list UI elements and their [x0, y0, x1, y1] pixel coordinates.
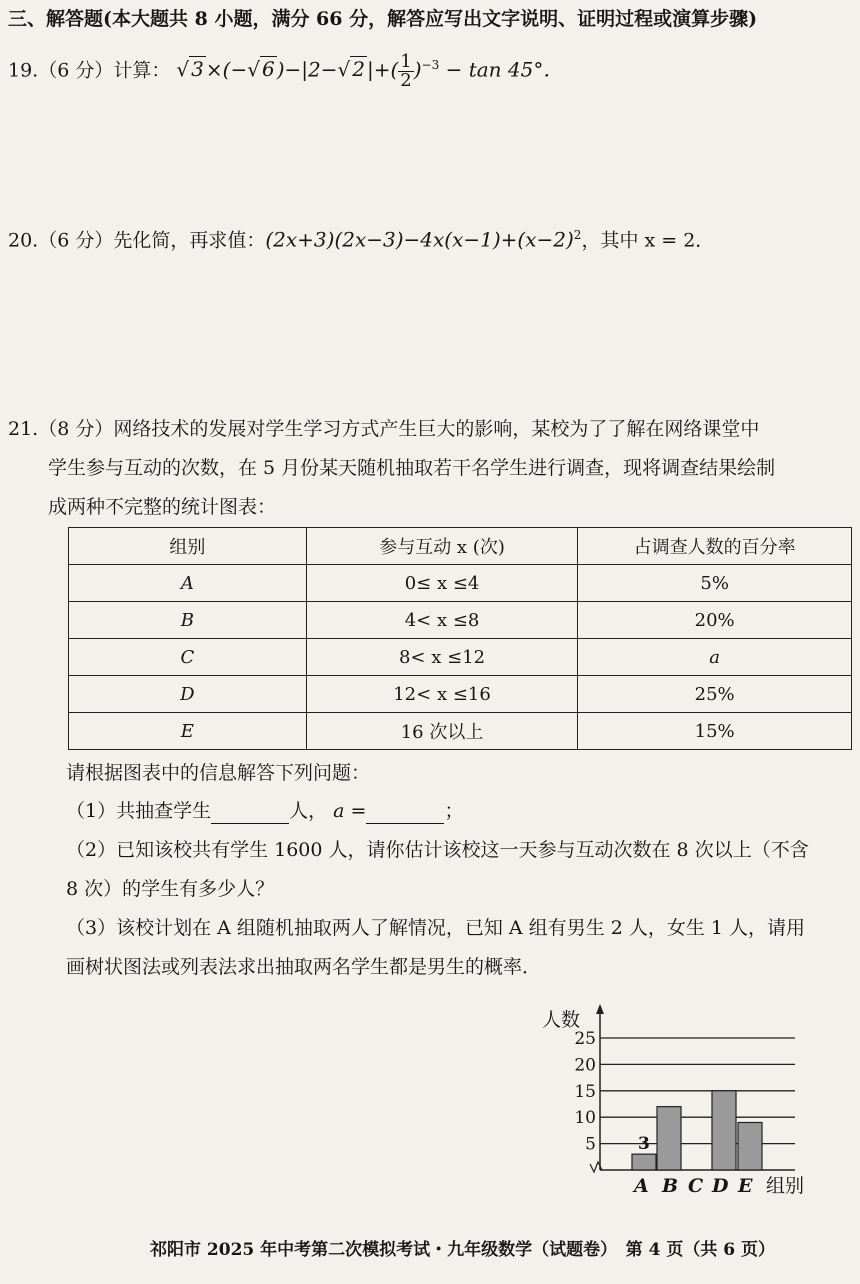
x-tick-label: E	[738, 1175, 753, 1197]
sub-questions-intro: 请根据图表中的信息解答下列问题：	[66, 762, 371, 784]
y-tick-label: 10	[574, 1108, 596, 1129]
section-title: 三、解答题(本大题共 8 小题，满分 66 分，解答应写出文字说明、证明过程或演算步骤)	[8, 8, 758, 30]
sub-question-3: （3）该校计划在 A 组随机抽取两人了解情况，已知 A 组有男生 2 人，女生 1 人，请用	[66, 917, 806, 939]
x-tick-label: D	[712, 1175, 729, 1197]
y-tick-label: 15	[574, 1081, 596, 1102]
table-cell: 20%	[578, 602, 852, 639]
answer-blank[interactable]	[211, 803, 289, 824]
page-footer: 祁阳市 2025 年中考第二次模拟考试・九年级数学（试题卷） 第 4 页（共 6 页）	[150, 1240, 775, 1260]
q19-label: 19.（6 分）计算：	[8, 59, 171, 82]
y-axis-arrow	[596, 1004, 604, 1014]
table-cell: 4< x ≤8	[306, 602, 578, 639]
table-row	[69, 639, 852, 676]
table-cell: A	[69, 565, 307, 602]
table-row	[69, 602, 852, 639]
table-cell: 15%	[578, 713, 852, 750]
table-row	[69, 676, 852, 713]
table-cell: 16 次以上	[306, 713, 578, 750]
fraction-half: $\frac{1}{2}$	[400, 50, 412, 91]
question-21-line-3: 成两种不完整的统计图表：	[48, 496, 277, 518]
data-label: 3	[638, 1134, 650, 1155]
q20-label: 20.（6 分）先化简，再求值：	[8, 229, 266, 252]
x-tick-label: B	[662, 1175, 679, 1197]
table-cell: 12< x ≤16	[306, 676, 578, 713]
sub-question-2-cont: 8 次）的学生有多少人？	[66, 878, 275, 900]
table-cell: 25%	[578, 676, 852, 713]
sub-question-3-cont: 画树状图法或列表法求出抽取两名学生都是男生的概率．	[66, 956, 542, 978]
stats-table	[68, 527, 852, 750]
bar	[712, 1091, 736, 1170]
table-cell: D	[69, 676, 307, 713]
x-tick-label: C	[688, 1175, 704, 1197]
table-cell: C	[69, 639, 307, 676]
q20-expression: (2x+3)(2x−3)−4x(x−1)+(x−2)	[265, 227, 574, 252]
x-tick-label: A	[634, 1175, 649, 1197]
question-21-line-1: 21.（8 分）网络技术的发展对学生学习方式产生巨大的影响，某校为了了解在网络课堂中	[8, 418, 760, 440]
table-header-row	[69, 528, 852, 565]
y-axis-title: 人数	[542, 1009, 581, 1031]
table-header: 占调查人数的百分率	[578, 528, 852, 565]
table-cell: B	[69, 602, 307, 639]
sub-question-2: （2）已知该校共有学生 1600 人，请你估计该校这一天参与互动次数在 8 次以上（不含	[66, 839, 809, 861]
question-20: 20.（6 分）先化简，再求值：$(2x+3)(2x-3)-4x(x-1)+(x-2)^2$，其中 x = 2．	[8, 227, 715, 252]
question-21-line-2: 学生参与互动的次数，在 5 月份某天随机抽取若干名学生进行调查，现将调查结果绘制	[48, 457, 776, 479]
question-19: 19.（6 分）计算： √ 3 ×(−√ 6 )−|2−√ 2 |+( $\frac{1}{2}$ )$^{-3}$ − tan 45°．	[8, 50, 564, 91]
bar	[632, 1154, 656, 1170]
bar	[738, 1122, 762, 1170]
table-cell: E	[69, 713, 307, 750]
bar-chart	[540, 1000, 830, 1200]
sub-question-1: （1）共抽查学生 人， a = ；	[66, 800, 464, 822]
table-cell: 8< x ≤12	[306, 639, 578, 676]
answer-blank[interactable]	[366, 803, 444, 824]
table-cell: a	[578, 639, 852, 676]
table-row	[69, 713, 852, 750]
table-cell: 5%	[578, 565, 852, 602]
table-header: 组别	[69, 528, 307, 565]
table-header: 参与互动 x (次)	[306, 528, 578, 565]
bar	[657, 1107, 681, 1170]
table-row	[69, 565, 852, 602]
table-cell: 0≤ x ≤4	[306, 565, 578, 602]
x-axis-title: 组别	[766, 1175, 805, 1197]
y-tick-label: 20	[574, 1055, 596, 1076]
y-tick-label: 25	[574, 1029, 596, 1049]
y-tick-label: 5	[585, 1134, 596, 1155]
